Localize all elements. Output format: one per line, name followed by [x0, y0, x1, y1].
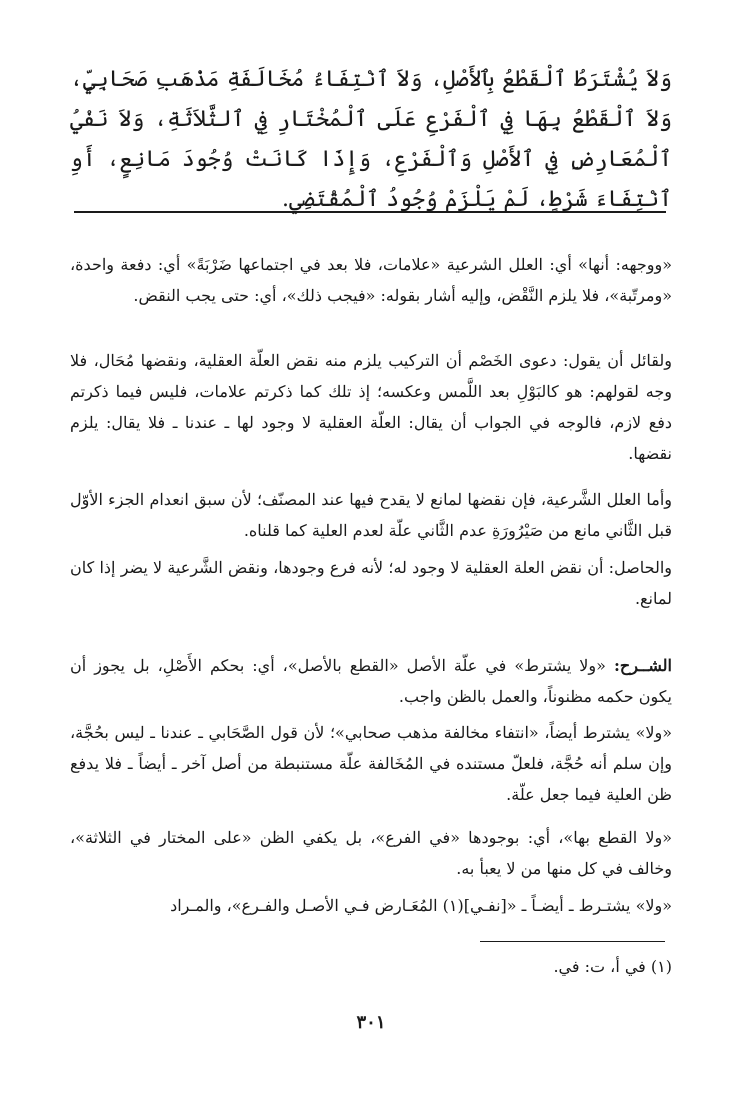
- footnote-divider: [480, 941, 665, 942]
- page-number: ٣٠١: [356, 1012, 386, 1033]
- commentary-text: ولقائل أن يقول: دعوى الخَصْم أن التركيب يلزم منه نقض العلّة العقلية، ونقضها مُحَال، فلا وجه لقولهم: هو كالبَوْلِ بعد اللَّمس وعكسه؛ إذ تلك كما ذكرتم علامات، فليس فيما ذكرتم دفع لازم، فالوجه في الجواب أن يقال: العلّة العقلية لا وجود لها ـ عندنا ـ فلا يقال: يلزم نقضها.: [70, 351, 672, 463]
- sharh-paragraph: [70, 650, 672, 712]
- commentary-text: «ولا القطع بها»، أي: بوجودها «في الفرع»، بل يكفي الظن «على المختار في الثلاثة»، وخالف في كل منها من لا يعبأ به.: [70, 828, 672, 878]
- commentary-text: وأما العلل الشَّرعية، فإن نقضها لمانع لا يقدح فيها عند المصنّف؛ لأن سبق انعدام الجزء الأوّل قبل الثَّاني مانع من صَيْرُورَةِ عدم الثَّاني علّة لعدم العلية كما قلناه.: [70, 490, 672, 540]
- commentary-text: والحاصل: أن نقض العلة العقلية لا وجود له؛ لأنه فرع وجودها، ونقض الشَّرعية لا يضر إذا كان لمانع.: [70, 558, 672, 608]
- sharh-heading: الشــرح:: [613, 656, 672, 675]
- commentary-paragraph: [70, 249, 672, 311]
- commentary-paragraph: [70, 890, 672, 921]
- section-divider: [74, 211, 666, 213]
- commentary-paragraph: [70, 345, 672, 469]
- commentary-paragraph: [70, 717, 672, 810]
- commentary-paragraph: [70, 552, 672, 614]
- commentary-text: «ولا يشترط» في علّة الأصل «القطع بالأصل»، أي: بحكم الأَصْلِ، بل يجوز أن يكون حكمه مظنوناً، والعمل بالظن واجب.: [70, 656, 672, 706]
- commentary-paragraph: [70, 484, 672, 546]
- matn-text: وَلاَ يُشْتَرَطُ ٱلْقَطْعُ بِٱلأَصْلِ، وَلاَ ٱنْتِفَاءُ مُخَالَفَةِ مَذْهَبِ صَحَابِيٍّ، وَلاَ ٱلْقَطْعُ بِهَا فِي ٱلْفَرْعِ عَلَى ٱلْمُخْتَارِ فِي ٱلثَّلاَثَةِ، وَلاَ نَفْيُ ٱلْمُعَارِضِ فِي ٱلأَصْلِ وَٱلْفَرْعِ، وَإِذَا كَانَتْ وُجُودَ مَانِعٍ، أَوِ ٱنْتِفَاءَ شَرْطٍ، لَمْ يَلْزَمْ وُجُودُ ٱلْمُقْتَضِي.: [70, 67, 672, 212]
- commentary-text: «ووجهه: أنها» أي: العلل الشرعية «علامات، فلا بعد في اجتماعها ضَرْبَةً» أي: دفعة واحدة، «ومرتّبة»، فلا يلزم النَّقْض، وإليه أشار بقوله: «فيجب ذلك»، أي: حتى يجب النقض.: [70, 255, 673, 305]
- commentary-text: «ولا» يشتـرط ـ أيضـاً ـ «[نفـي](١) المُعَـارض فـي الأصـل والفـرع»، والمـراد: [170, 896, 672, 915]
- footnote: (١) في أ، ت: في.: [553, 957, 672, 976]
- commentary-text: «ولا» يشترط أيضاً، «انتفاء مخالفة مذهب صحابي»؛ لأن قول الصَّحَابي ـ عندنا ـ ليس بحُجَّة، وإن سلم أنه حُجَّة، فلعلّ مستنده في المُخَالفة علّة مستنبطة من أصل آخر ـ أيضاً ـ فلا يدفع ظن العلية فيما جعل علّة.: [70, 723, 672, 804]
- commentary-paragraph: [70, 822, 672, 884]
